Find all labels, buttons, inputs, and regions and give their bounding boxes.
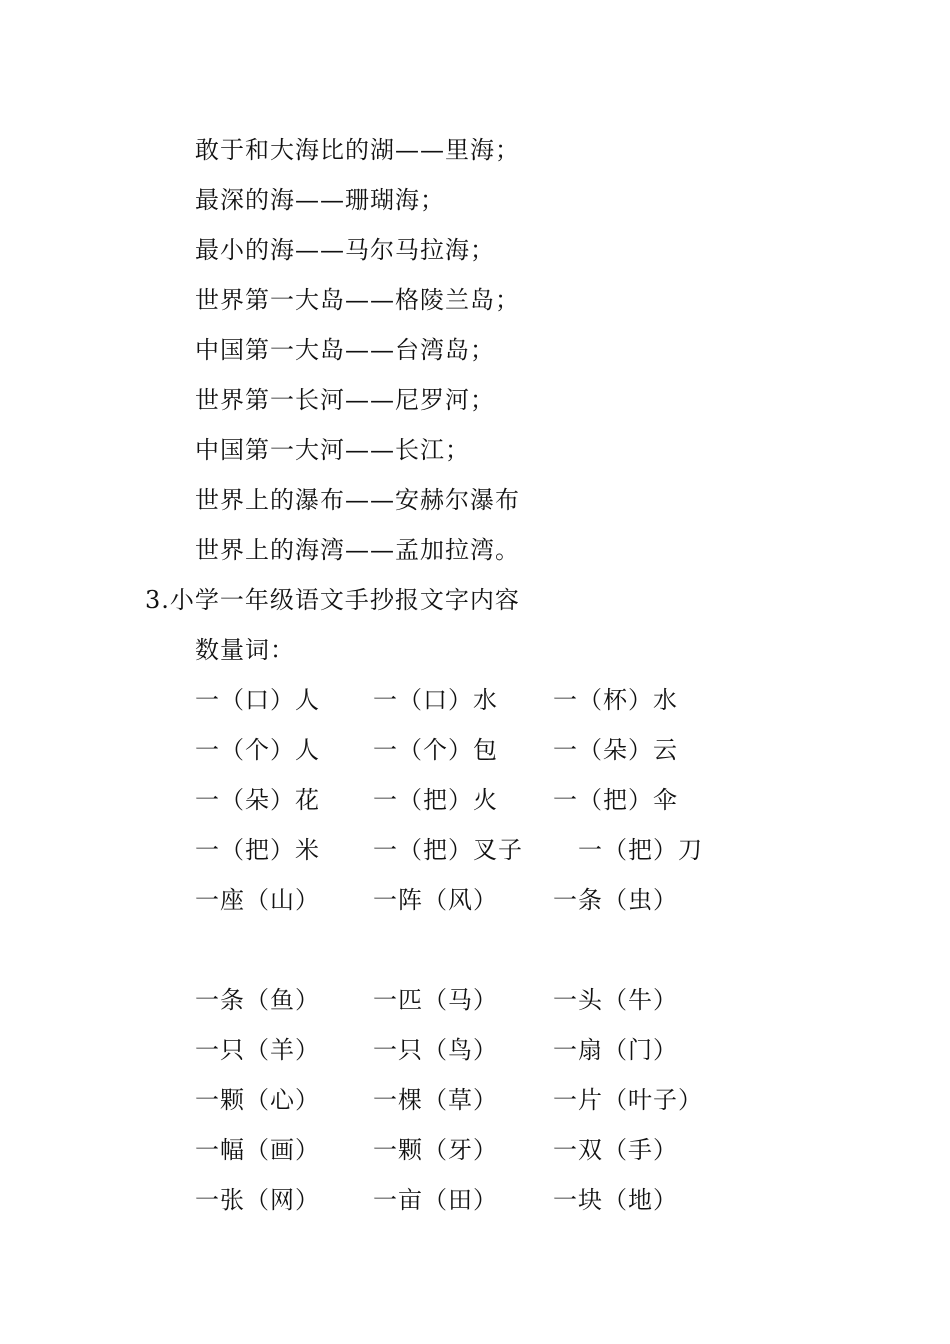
- measure-word-cell: 一颗（心）: [195, 1086, 320, 1114]
- fact-line: 最深的海——珊瑚海；: [195, 186, 445, 214]
- measure-word-cell: 一头（牛）: [553, 986, 678, 1014]
- fact-line: 世界第一大岛——格陵兰岛；: [195, 286, 520, 314]
- measure-word-cell: 一（把）叉子: [373, 836, 523, 864]
- measure-word-cell: 一（把）火: [373, 786, 498, 814]
- fact-line: 中国第一大河——长江；: [195, 436, 470, 464]
- measure-word-cell: 一块（地）: [553, 1186, 678, 1214]
- measure-word-cell: 一（口）水: [373, 686, 498, 714]
- measure-word-cell: 一只（羊）: [195, 1036, 320, 1064]
- measure-word-cell: 一条（虫）: [553, 886, 678, 914]
- measure-word-cell: 一颗（牙）: [373, 1136, 498, 1164]
- measure-word-cell: 一片（叶子）: [553, 1086, 703, 1114]
- measure-word-cell: 一棵（草）: [373, 1086, 498, 1114]
- measure-word-cell: 一只（鸟）: [373, 1036, 498, 1064]
- measure-word-cell: 一张（网）: [195, 1186, 320, 1214]
- measure-word-cell: 一（把）米: [195, 836, 320, 864]
- fact-line: 中国第一大岛——台湾岛；: [195, 336, 495, 364]
- measure-word-cell: 一（朵）花: [195, 786, 320, 814]
- measure-word-cell: 一（个）包: [373, 736, 498, 764]
- section-heading: 3.小学一年级语文手抄报文字内容: [145, 586, 520, 614]
- measure-word-cell: 一（个）人: [195, 736, 320, 764]
- measure-word-cell: 一（把）刀: [578, 836, 703, 864]
- measure-word-cell: 一条（鱼）: [195, 986, 320, 1014]
- measure-word-cell: 一匹（马）: [373, 986, 498, 1014]
- fact-line: 最小的海——马尔马拉海；: [195, 236, 495, 264]
- fact-line: 世界第一长河——尼罗河；: [195, 386, 495, 414]
- fact-line: 敢于和大海比的湖——里海；: [195, 136, 520, 164]
- measure-word-cell: 一（口）人: [195, 686, 320, 714]
- fact-line: 世界上的瀑布——安赫尔瀑布: [195, 486, 520, 514]
- measure-word-cell: 一亩（田）: [373, 1186, 498, 1214]
- measure-word-cell: 一阵（风）: [373, 886, 498, 914]
- measure-word-cell: 一（把）伞: [553, 786, 678, 814]
- measure-word-cell: 一幅（画）: [195, 1136, 320, 1164]
- measure-word-cell: 一（杯）水: [553, 686, 678, 714]
- fact-line: 世界上的海湾——孟加拉湾。: [195, 536, 520, 564]
- measure-word-cell: 一座（山）: [195, 886, 320, 914]
- measure-word-cell: 一双（手）: [553, 1136, 678, 1164]
- measure-word-cell: 一扇（门）: [553, 1036, 678, 1064]
- measure-words-label: 数量词：: [195, 636, 295, 664]
- measure-word-cell: 一（朵）云: [553, 736, 678, 764]
